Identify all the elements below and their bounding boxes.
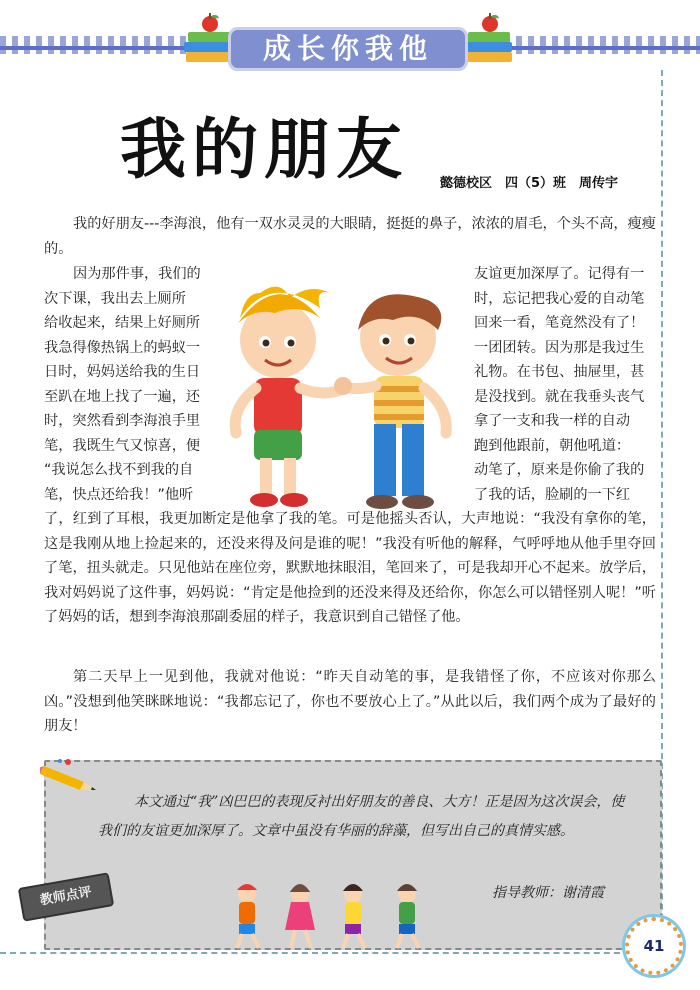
page-border-bottom bbox=[0, 952, 640, 954]
paragraph-3: 第二天早上一见到他，我就对他说：“昨天自动笔的事，是我错怪了你，不应该对你那么凶。”没想到他笑眯眯地说：“我都忘记了，你也不要放心上了。”从此以后，我们两个成为了最好的朋友！ bbox=[44, 669, 656, 734]
paragraph-1: 我的好朋友---李海浪，他有一双水灵灵的大眼睛，挺挺的鼻子，浓浓的眉毛，个头不高，瘦瘦的。 bbox=[44, 216, 656, 257]
two-boys-handshake-illustration bbox=[220, 278, 470, 518]
running-kids-illustration bbox=[225, 880, 435, 952]
author-byline: 懿德校区 四（5）班 周传宇 bbox=[440, 176, 619, 191]
teacher-comment-text: 本文通过“我”凶巴巴的表现反衬出好朋友的善良、大方！正是因为这次误会，使我们的友谊更加深厚了。文章中虽没有华丽的辞藻，但写出自己的真情实感。 bbox=[98, 794, 625, 839]
paragraph-2-right-column: 友谊更加深厚了。记得有一 时，忘记把我心爱的自动笔 回来一看，笔竟然没有了！ 一团团转。因为那是我过生 礼物。在书包、抽屉里，甚 是没找到。就在我垂头丧气 拿了一支和我一样的自动 跑到他跟前，朝他吼道： 动笔了，原来是你偷了我的 了我的话，脸刷的一下红 bbox=[474, 266, 645, 503]
page-number-badge bbox=[625, 917, 683, 975]
books-apple-icon bbox=[460, 12, 516, 66]
paragraph-2-left-column: 因为那件事，我们的 次下课，我出去上厕所 给收起来，结果上好厕所 我急得像热锅上的蚂蚁一 日时，妈妈送给我的生日 至趴在地上找了一遍，还 时，突然看到李海浪手里 笔，我既生气又惊喜，便 “我说怎么找不到我的自 笔，快点还给我！”他听 bbox=[44, 266, 201, 503]
teacher-signature: 指导教师：谢清霞 bbox=[492, 885, 604, 901]
teacher-comment-sign: 教师点评 bbox=[18, 872, 115, 921]
section-banner bbox=[228, 27, 468, 71]
article-title: 我的朋友 bbox=[120, 110, 408, 188]
pencil-icon bbox=[40, 758, 100, 798]
paragraph-2-continued: 了，红到了耳根，我更加断定是他拿了我的笔。可是他摇头否认，大声地说：“我没有拿你的笔，这是我刚从地上捡起来的，还没来得及问是谁的呢！”我没有听他的解释，气呼呼地从他手里夺回了笔，扭头就走。只见他站在座位旁，默默地抹眼泪，笔回来了，可是我却开心不起来。放学后，我对妈妈说了这件事，妈妈说：“肯定是他捡到的还没来得及还给你，你怎么可以错怪别人呢！”听了妈妈的话，想到李海浪那副委屈的样子，我意识到自己错怪了他。 bbox=[44, 511, 656, 625]
page-number: 41 bbox=[643, 937, 665, 955]
banner-title: 成长你我他 bbox=[262, 32, 433, 65]
